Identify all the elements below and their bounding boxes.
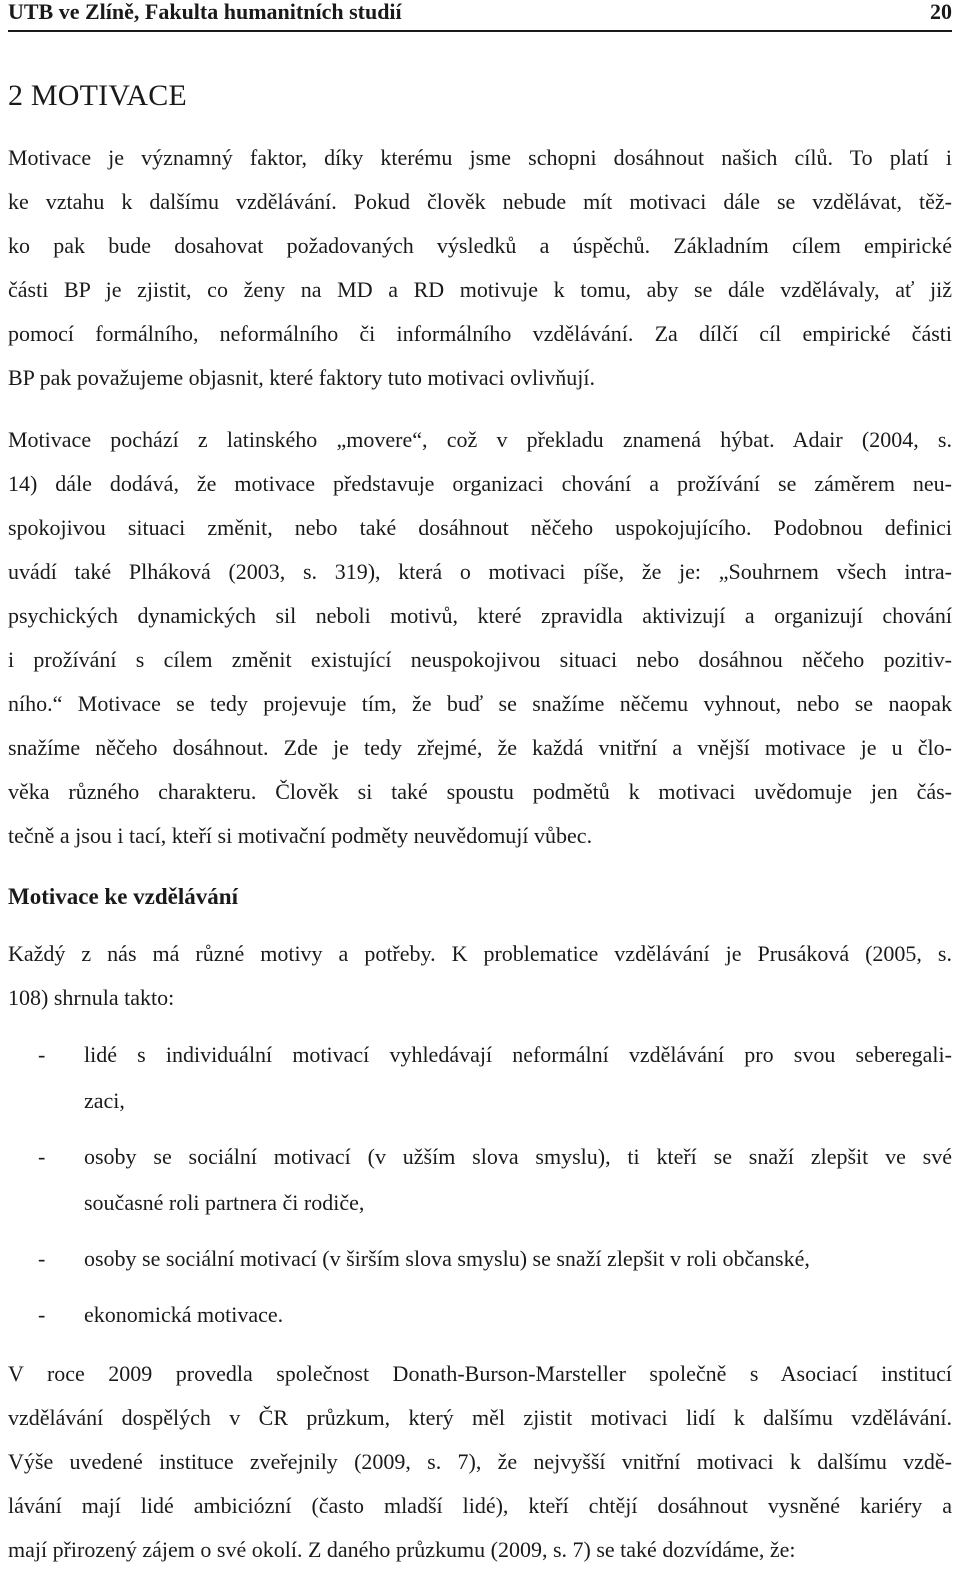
text-line: Výše uvedené instituce zveřejnily (2009, s. 7), že nejvyšší vnitřní motivaci k dalšímu vzdě- [8, 1449, 952, 1474]
text-line: BP pak považujeme objasnit, které faktory tuto motivaci ovlivňují. [8, 365, 595, 390]
text-line: uvádí také Plháková (2003, s. 319), která o motivaci píše, že je: „Souhrnem všech intra- [8, 559, 952, 584]
list-item-line: ekonomická motivace. [84, 1302, 284, 1327]
text-line: ního.“ Motivace se tedy projevuje tím, že buď se snažíme něčemu vyhnout, nebo se naopak [8, 691, 952, 716]
list-item [8, 1032, 952, 1124]
list-item-line: současné roli partnera či rodiče, [84, 1190, 365, 1215]
running-header [8, 0, 952, 28]
text-line: snažíme něčeho dosáhnout. Zde je tedy zřejmé, že každá vnitřní a vnější motivace je u člo- [8, 735, 952, 760]
text-line: spokojivou situaci změnit, nebo také dosáhnout něčeho uspokojujícího. Podobnou definici [8, 515, 952, 540]
text-line: V roce 2009 provedla společnost Donath-Burson-Marsteller společně s Asociací institucí [8, 1361, 952, 1386]
header-page-number: 20 [930, 0, 952, 24]
text-line: Každý z nás má různé motivy a potřeby. K problematice vzdělávání je Prusáková (2005, s. [8, 941, 952, 966]
section-heading: Motivace ke vzdělávání [8, 884, 238, 909]
list-item-line: osoby se sociální motivací (v širším slova smyslu) se snaží zlepšit v roli občanské, [84, 1246, 810, 1271]
paragraph-intro [8, 136, 952, 400]
motivation-list [8, 1032, 952, 1348]
list-item-line: osoby se sociální motivací (v užším slova smyslu), ti kteří se snaží zlepšit ve své [84, 1144, 952, 1169]
text-line: mají přirozený zájem o své okolí. Z daného průzkumu (2009, s. 7) se také dozvídáme, že: [8, 1537, 796, 1562]
text-line: pomocí formálního, neformálního či informálního vzdělávání. Za dílčí cíl empirické části [8, 321, 952, 346]
text-line: lávání mají lidé ambiciózní (často mladší lidé), kteří chtějí dosáhnout vysněné kariéry a [8, 1493, 952, 1518]
paragraph-motives [8, 932, 952, 1020]
header-title: UTB ve Zlíně, Fakulta humanitních studií [8, 0, 402, 24]
list-item-line: lidé s individuální motivací vyhledávají neformální vzdělávání pro svou seberegali- [84, 1042, 952, 1067]
text-line: psychických dynamických sil neboli motivů, které zpravidla aktivizují a organizují chování [8, 603, 952, 628]
paragraph-survey [8, 1352, 952, 1572]
chapter-heading: 2 MOTIVACE [8, 79, 187, 112]
list-item [8, 1292, 952, 1338]
text-line: ko pak bude dosahovat požadovaných výsledků a úspěchů. Základním cílem empirické [8, 233, 952, 258]
list-item [8, 1134, 952, 1226]
text-line: Motivace je významný faktor, díky kterému jsme schopni dosáhnout našich cílů. To platí i [8, 145, 952, 170]
text-line: ke vztahu k dalšímu vzdělávání. Pokud člověk nebude mít motivaci dále se vzdělávat, těž- [8, 189, 952, 214]
text-line: Motivace pochází z latinského „movere“, což v překladu znamená hýbat. Adair (2004, s. [8, 427, 952, 452]
text-line: vzdělávání dospělých v ČR průzkum, který měl zjistit motivaci lidí k dalšímu vzdělávání. [8, 1405, 952, 1430]
header-rule [8, 30, 952, 32]
text-line: 14) dále dodává, že motivace představuje organizaci chování a prožívání se záměrem neu- [8, 471, 952, 496]
list-dash: - [38, 1144, 46, 1169]
document-page [8, 0, 952, 1562]
text-line: i prožívání s cílem změnit existující neuspokojivou situaci nebo dosáhnou něčeho pozitiv- [8, 647, 952, 672]
list-dash: - [38, 1246, 46, 1271]
paragraph-definition [8, 418, 952, 858]
text-line: části BP je zjistit, co ženy na MD a RD motivuje k tomu, aby se dále vzdělávaly, ať již [8, 277, 952, 302]
text-line: tečně a jsou i tací, kteří si motivační podměty neuvědomují vůbec. [8, 823, 593, 848]
text-line: 108) shrnula takto: [8, 985, 175, 1010]
list-dash: - [38, 1042, 46, 1067]
text-line: věka různého charakteru. Člověk si také spoustu podmětů k motivaci uvědomuje jen čás- [8, 779, 952, 804]
list-dash: - [38, 1302, 46, 1327]
list-item-line: zaci, [84, 1088, 125, 1113]
list-item [8, 1236, 952, 1282]
